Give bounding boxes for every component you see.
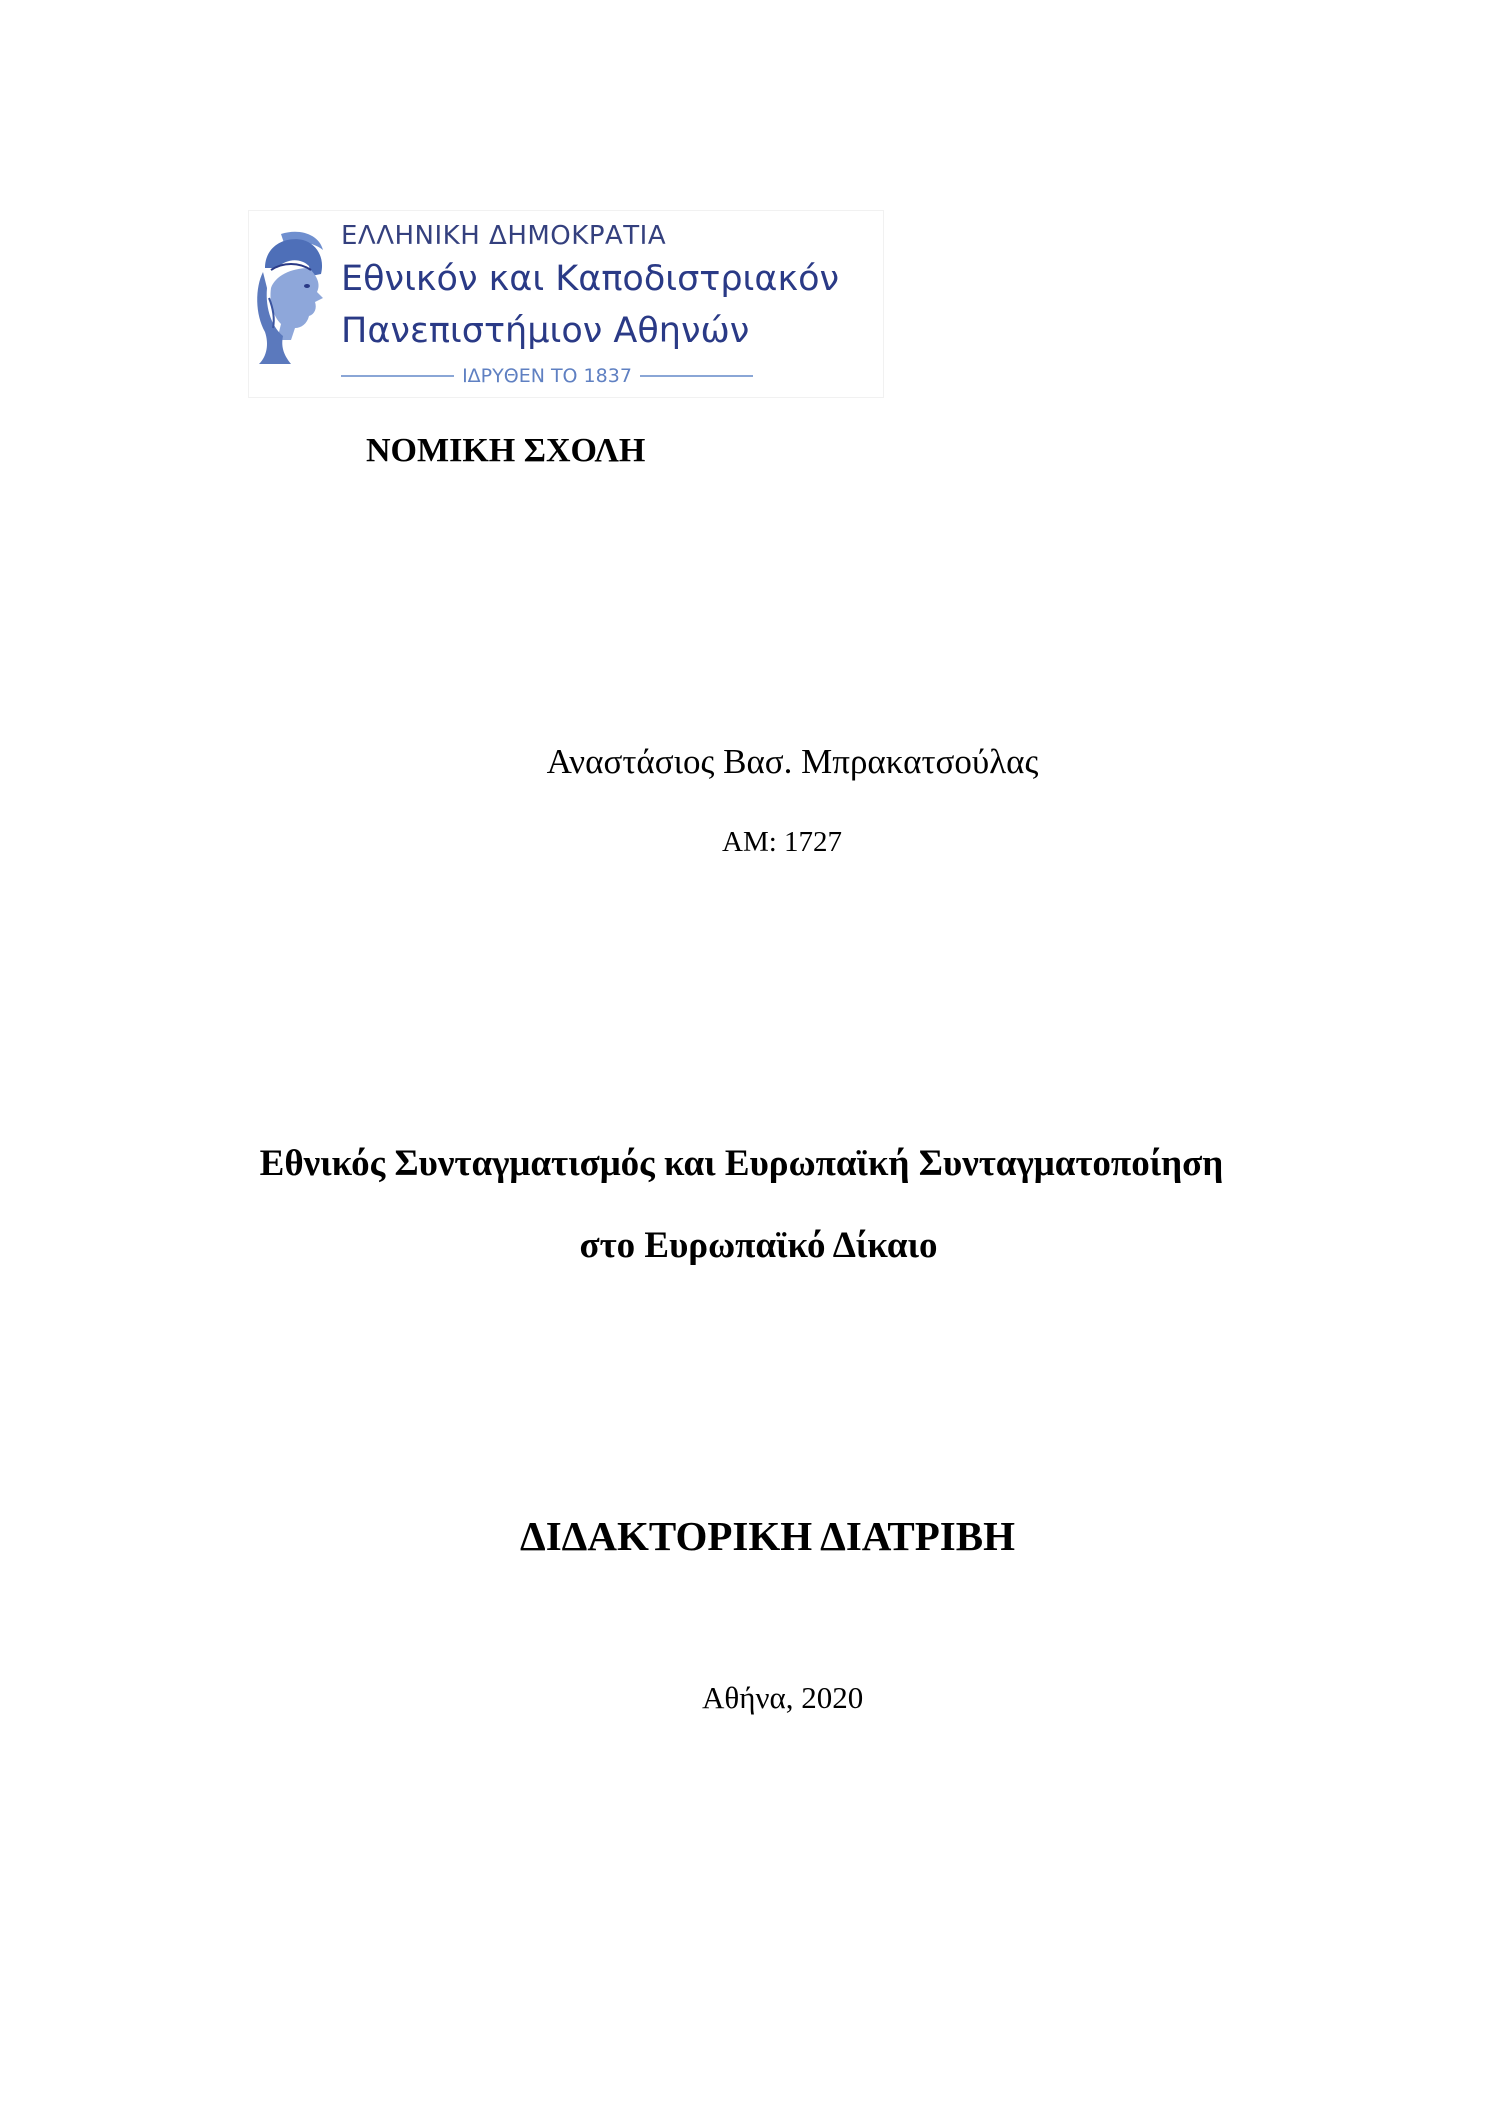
logo-founded-text: ΙΔΡΥΘΕΝ ΤΟ 1837: [462, 365, 632, 387]
logo-divider-left: [341, 375, 454, 377]
author-name: Αναστάσιος Βασ. Μπρακατσούλας: [546, 742, 1039, 781]
author-line: [0, 742, 1489, 782]
logo-university-line1: Εθνικόν και Καποδιστριακόν: [341, 259, 840, 299]
faculty-heading: ΝΟΜΙΚΗ ΣΧΟΛΗ: [366, 432, 646, 469]
document-type-heading: ΔΙΔΑΚΤΟΡΙΚΗ ΔΙΑΤΡΙΒΗ: [520, 1513, 1016, 1559]
university-logo: [248, 210, 884, 398]
logo-divider-right: [640, 375, 753, 377]
thesis-title-line2: στο Ευρωπαϊκό Δίκαιο: [579, 1225, 938, 1266]
logo-text-block: [341, 219, 861, 357]
place-date: Αθήνα, 2020: [702, 1680, 864, 1715]
logo-country-text: ΕΛΛΗΝΙΚΗ ΔΗΜΟΚΡΑΤΙΑ: [341, 221, 667, 251]
thesis-title: [0, 1123, 1489, 1287]
logo-university-line2: Πανεπιστήμιον Αθηνών: [341, 311, 750, 351]
athena-head-emblem-icon: [251, 228, 329, 368]
student-id: ΑΜ: 1727: [722, 826, 843, 858]
thesis-title-line1: Εθνικός Συνταγματισμός και Ευρωπαϊκή Συνταγματοποίηση: [259, 1143, 1224, 1184]
logo-founded-row: [341, 364, 753, 388]
